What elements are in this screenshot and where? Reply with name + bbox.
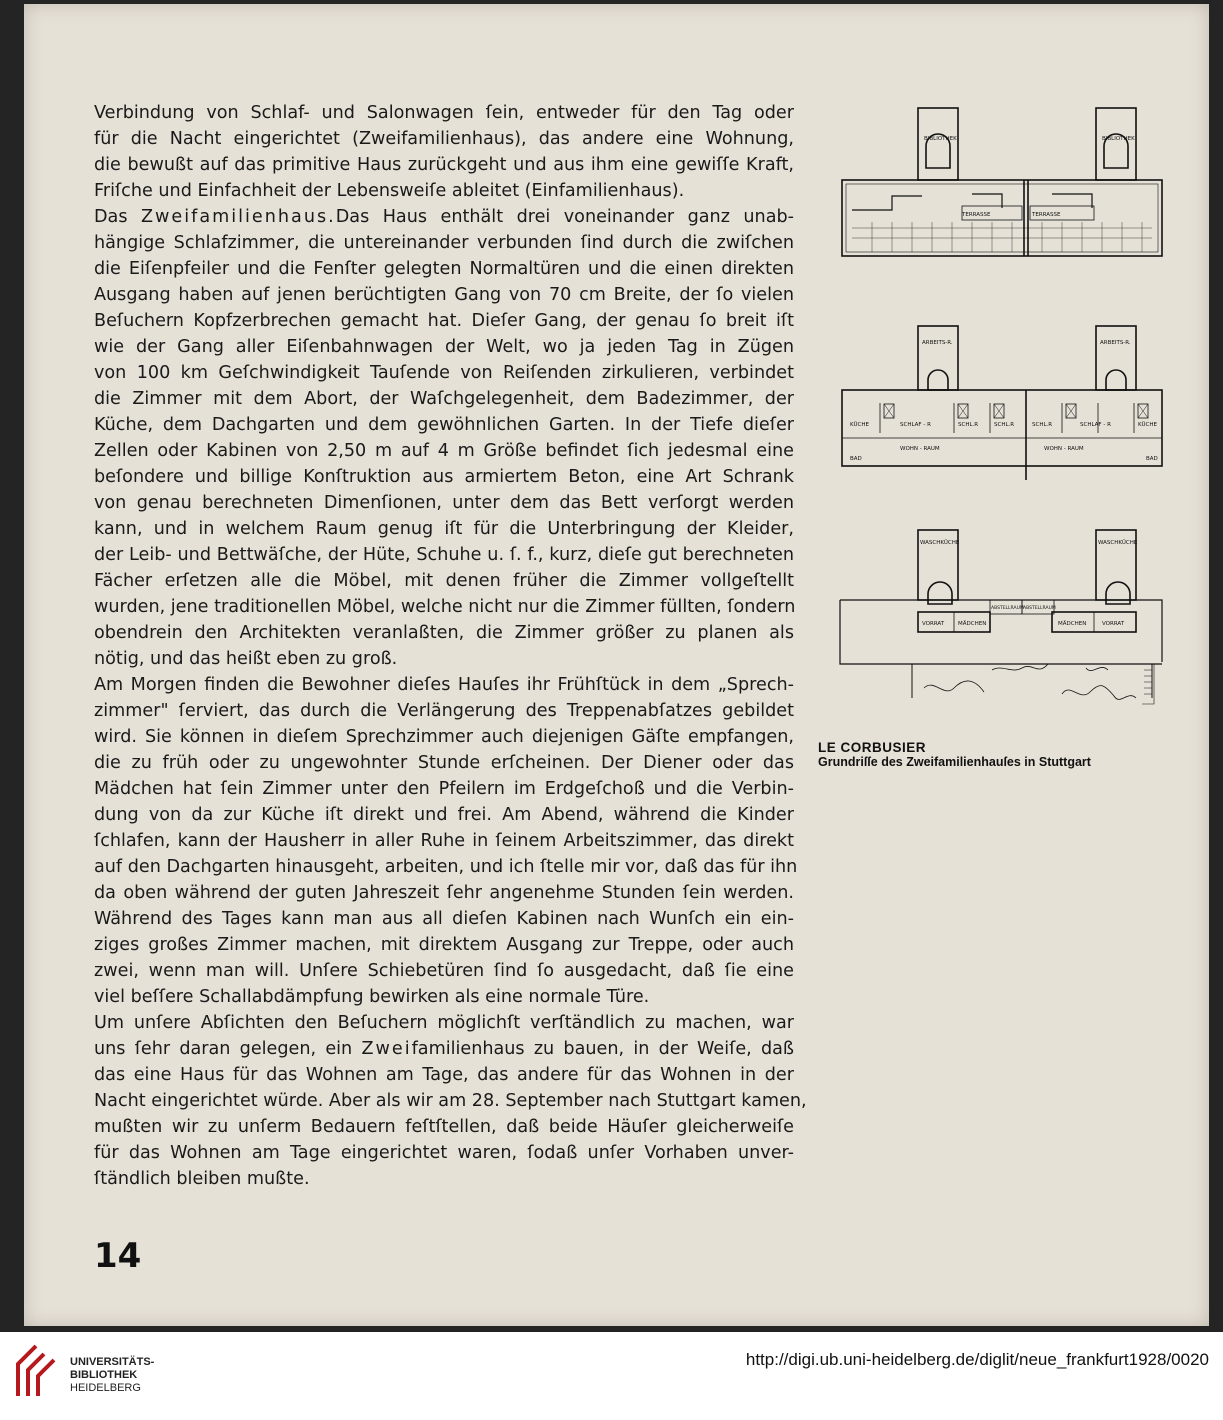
text-line: auf den Dachgarten hinausgeht, arbeiten, und ich ſtelle mir vor, daß das für ihn — [94, 857, 798, 877]
text-line: ſchlafen, kann der Hausherr in aller Ruhe in ſeinem Arbeitszimmer, das direkt — [94, 831, 794, 851]
text-line: dung von da zur Küche iſt direkt und frei. Am Abend, während die Kinder — [94, 805, 794, 825]
section-heading-zweifamilienhaus: Zweifamilienhaus. — [140, 207, 336, 227]
article-text — [94, 100, 807, 1192]
plan-label: MÄDCHEN — [1058, 621, 1087, 627]
caption-title: Grundriſſe des Zweifamilienhauſes in Stuttgart — [818, 755, 1091, 769]
plan-label: ABSTELLRAUM — [1023, 606, 1056, 611]
library-name-line2: BIBLIOTHEK — [70, 1369, 138, 1381]
plan-label: WASCHKÜCHE — [920, 540, 960, 546]
text-line: beſondere und billige Konſtruktion aus armiertem Beton, eine Art Schrank — [94, 467, 794, 487]
text-line: das eine Haus für das Wohnen am Tage, das andere für das Wohnen in der — [94, 1065, 794, 1085]
permalink-url[interactable]: http://digi.ub.uni-heidelberg.de/diglit/neue_frankfurt1928/0020 — [745, 1350, 1209, 1369]
text-line: für die Nacht eingerichtet (Zweifamilienhaus), das andere eine Wohnung, — [94, 129, 794, 149]
plan-label: ABSTELLRAUM — [991, 606, 1024, 611]
text-line: Das Zweifamilienhaus.Das Haus enthält drei voneinander ganz unab- — [94, 207, 795, 227]
text-line: zwei, wenn man will. Unſere Schiebetüren ſind ſo ausgedacht, daß ſie eine — [94, 961, 794, 981]
text-line: die Eiſenpfeiler und die Fenſter gelegten Normaltüren und die einen direkten — [94, 259, 794, 279]
text-line: von genau berechneten Dimenſionen, unter dem das Bett verſorgt werden — [94, 493, 794, 513]
plan-label: SCHLAF - R — [1080, 422, 1111, 428]
plan-ground-level — [840, 530, 1162, 704]
text-line: wie der Gang aller Eiſenbahnwagen der Welt, wo ja jeden Tag in Zügen — [94, 337, 794, 357]
text-line: mußten wir zu unſerm Bedauern feſtſtellen, daß beide Häuſer gleicherweiſe — [94, 1117, 794, 1137]
text-line: wird. Sie können in dieſem Sprechzimmer auch diejenigen Gäſte empfangen, — [94, 727, 794, 747]
plan-label: BIBLIOTHEK — [1102, 136, 1135, 142]
plan-label: WOHN - RAUM — [900, 446, 940, 452]
text-line: Während des Tages kann man aus all dieſen Kabinen nach Wunſch ein ein- — [94, 909, 794, 929]
text-line: Beſuchern Kopfzerbrechen gemacht hat. Dieſer Gang, der genau ſo breit iſt — [94, 311, 794, 331]
text-line: die bewußt auf das primitive Haus zurückgeht und aus ihm eine gewiſſe Kraft, — [94, 155, 794, 175]
plan-label: SCHL.R — [1032, 422, 1053, 428]
text-line: wurden, jene traditionellen Möbel, welche nicht nur die Zimmer füllten, ſondern — [94, 597, 796, 617]
text-line: Verbindung von Schlaf- und Salonwagen ſein, entweder für den Tag oder — [94, 103, 794, 123]
plan-roof-level — [842, 108, 1162, 256]
plan-label: KÜCHE — [850, 422, 869, 428]
plan-label: TERRASSE — [1032, 212, 1061, 218]
text-line: der Leib- und Bettwäſche, der Hüte, Schuhe u. ſ. f., kurz, dieſe gut berechneten — [94, 545, 794, 565]
text-line: Fächer erſetzen alle die Möbel, mit denen früher die Zimmer vollgeſtellt — [94, 571, 794, 591]
library-logo-icon — [10, 1342, 62, 1400]
plan-label: SCHL.R — [958, 422, 979, 428]
viewer-footer — [0, 1332, 1223, 1420]
text-line: ſtändlich bleiben mußte. — [94, 1169, 310, 1189]
plan-label: SCHL.R — [994, 422, 1015, 428]
text-line: Friſche und Einfachheit der Lebensweiſe ableitet (Einfamilienhaus). — [94, 181, 685, 201]
text-line: ziges großes Zimmer machen, mit direktem Ausgang zur Treppe, oder auch — [94, 935, 794, 955]
library-name-line3: HEIDELBERG — [70, 1382, 141, 1394]
text-line: Um unſere Abſichten den Beſuchern möglichſt verſtändlich zu machen, war — [94, 1013, 794, 1033]
floor-plans-figure — [812, 98, 1172, 738]
plan-label: SCHLAF - R — [900, 422, 931, 428]
text-line: Am Morgen finden die Bewohner dieſes Hauſes ihr Frühſtück in dem „Sprech- — [94, 675, 794, 695]
text-line: kann, und in welchem Raum genug iſt für die Unterbringung der Kleider, — [94, 519, 794, 539]
plan-label: VORRAT — [922, 621, 945, 627]
text-line: für das Wohnen am Tage eingerichtet waren, ſodaß unſer Vorhaben unver- — [94, 1143, 794, 1163]
text-line: Mädchen hat ſein Zimmer unter den Pfeilern im Erdgeſchoß und die Verbin- — [94, 779, 794, 799]
text-line: obendrein den Architekten veranlaßten, die Zimmer größer zu planen als — [94, 623, 794, 643]
figure-caption — [818, 740, 1091, 770]
plan-label: TERRASSE — [962, 212, 991, 218]
text-line: die zu früh oder zu ungewohnter Stunde erſcheinen. Der Diener oder das — [94, 753, 794, 773]
plan-label: WASCHKÜCHE — [1098, 540, 1138, 546]
plan-label: VORRAT — [1102, 621, 1125, 627]
text-line: viel beſſere Schallabdämpfung bewirken als eine normale Türe. — [94, 987, 650, 1007]
plan-label: WOHN - RAUM — [1044, 446, 1084, 452]
text-line: da oben während der guten Jahreszeit ſehr angenehme Stunden ſein werden. — [94, 883, 794, 903]
text-line: uns ſehr daran gelegen, ein Zweifamilienhaus zu bauen, in der Weiſe, daß — [94, 1039, 794, 1059]
text-line: Ausgang haben auf jenen berüchtigten Gang von 70 cm Breite, der ſo vielen — [94, 285, 794, 305]
text-line: von 100 km Geſchwindigkeit Tauſende von Reiſenden zirkulieren, verbindet — [94, 363, 794, 383]
plan-label: KÜCHE — [1138, 422, 1157, 428]
page-number: 14 — [94, 1236, 142, 1276]
text-line: die Zimmer mit dem Abort, der Waſchgelegenheit, dem Badezimmer, der — [94, 389, 794, 409]
plan-label: MÄDCHEN — [958, 621, 987, 627]
text-line: Nacht eingerichtet würde. Aber als wir am 28. September nach Stuttgart kamen, — [94, 1091, 807, 1111]
plan-upper-level — [842, 326, 1162, 480]
text-line: Küche, dem Dachgarten und dem gewöhnlichen Garten. In der Tiefe dieſer — [94, 415, 794, 435]
spaced-word-zwei: Zwei — [361, 1039, 412, 1059]
text-line: hängige Schlafzimmer, die untereinander verbunden ſind durch die zwiſchen — [94, 233, 794, 253]
text-line: Zellen oder Kabinen von 2,50 m auf 4 m Größe befindet ſich jedesmal eine — [94, 441, 794, 461]
plan-label: ARBEITS-R. — [922, 340, 953, 346]
text-line: zimmer" ſerviert, das durch die Verlängerung des Treppenabſatzes gebildet — [94, 701, 794, 721]
text-line: nötig, und das heißt eben zu groß. — [94, 649, 398, 669]
plan-label: BAD — [850, 456, 862, 462]
plan-label: BIBLIOTHEK — [924, 136, 957, 142]
caption-author: LE CORBUSIER — [818, 740, 927, 755]
plan-label: ARBEITS-R. — [1100, 340, 1131, 346]
library-name-line1: UNIVERSITÄTS- — [70, 1356, 155, 1368]
plan-label: BAD — [1146, 456, 1158, 462]
